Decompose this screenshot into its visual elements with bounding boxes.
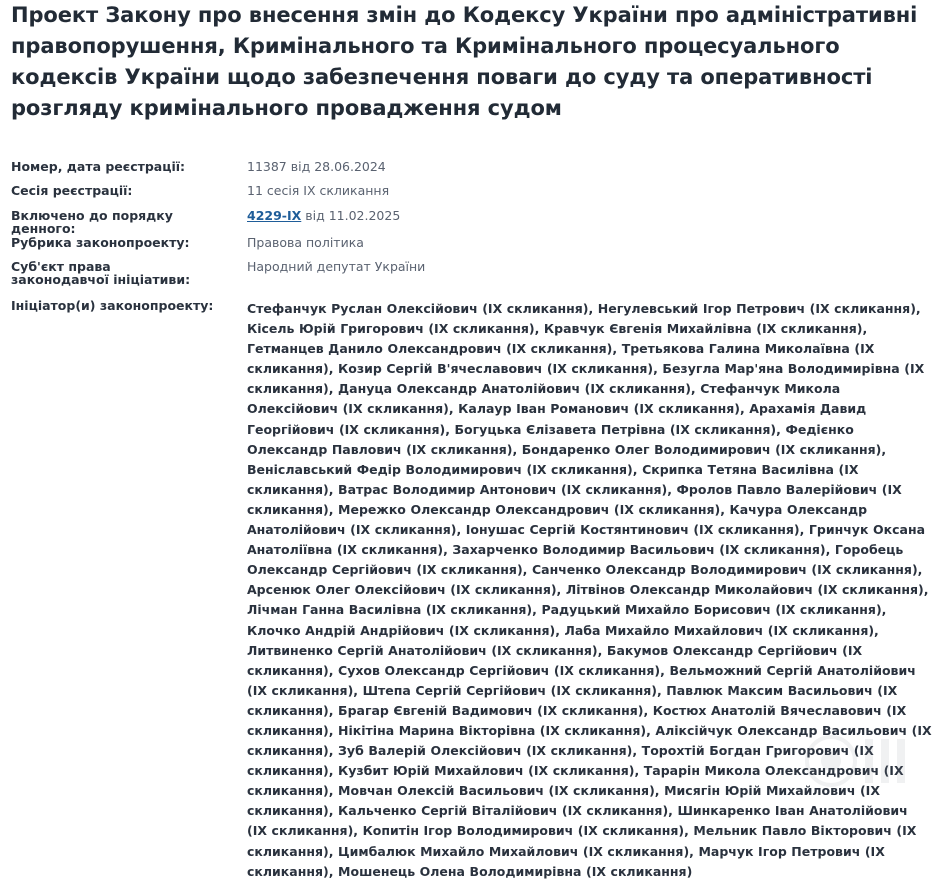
agenda-date: від 11.02.2025 bbox=[301, 208, 401, 223]
rubric-label: Рубрика законопроекту: bbox=[11, 235, 190, 250]
agenda-link[interactable]: 4229-IX bbox=[247, 208, 302, 223]
registration-value: 11387 від 28.06.2024 bbox=[247, 159, 386, 174]
session-value: 11 сесія IX скликання bbox=[247, 183, 390, 198]
registration-label: Номер, дата реєстрації: bbox=[11, 159, 186, 174]
subject-value: Народний депутат України bbox=[247, 259, 426, 274]
agenda-label: Включено до порядку денного: bbox=[11, 208, 173, 236]
session-label: Сесія реєстрації: bbox=[11, 183, 133, 198]
initiators-list: Стефанчук Руслан Олексійович (IX скликання), Негулевський Ігор Петрович (IX скликання), Кісель Юрій Григорович (IX скликання), Кравчук Євгенія Михайлівна (IX скликання), Гетманцев Данило Олександрович (IX скликання), Третьякова Галина Миколаївна (IX скликання), Козир Сергій В'ячеславович (IX скликання), Безугла Мар'яна Володимирівна (IX скликання), Дануца Олександр Анатолійович (IX скликання), Стефанчук Микола Олексійович (IX скликання), Калаур Іван Романович (IX скликання), Арахамія Давид Георгійович (IX скликання), Богуцька Єлізавета Петрівна (IX скликання), Федієнко Олександр Павлович (IX скликання), Бондаренко Олег Володимирович (IX скликання), Веніславський Федір Володимирович (IX скликання), Скрипка Тетяна Василівна (IX скликання), Ватрас Володимир Антонович (IX скликання), Фролов Павло Валерійович (IX скликання), Мережко Олександр Олександрович (IX скликання), Качура Олександр Анатолійович (IX скликання), Іонушас Сергій Костянтинович (IX скликання), Гринчук Оксана Анатоліївна (IX скликання), Захарченко Володимир Васильович (IX скликання), Горобець Олександр Сергійович (IX скликання), Санченко Олександр Володимирович (IX скликання), Арсенюк Олег Олексійович (IX скликання), Літвінов Олександр Миколайович (IX скликання), Лічман Ганна Василівна (IX скликання), Радуцький Михайло Борисович (IX скликання), Клочко Андрій Андрійович (IX скликання), Лаба Михайло Михайлович (IX скликання), Литвиненко Сергій Анатолійович (IX скликання), Бакумов Олександр Сергійович (IX скликання), Сухов Олександр Сергійович (IX скликання), Вельможний Сергій Анатолійович (IX скликання), Штепа Сергій Сергійович (IX скликання), Павлюк Максим Васильович (IX скликання), Брагар Євгеній Вадимович (IX скликання), Костюх Анатолій Вячеславович (IX скликання), Нікітіна Марина Вікторівна (IX скликання), Аліксійчук Олександр Васильович (IX скликання), Зуб Валерій Олексійович (IX скликання), Торохтій Богдан Григорович (IX скликання), Кузбит Юрій Михайлович (IX скликання), Тарарін Микола Олександрович (IX скликання), Мовчан Олексій Васильович (IX скликання), Мисягін Юрій Михайлович (IX скликання), Кальченко Сергій Віталійович (IX скликання), Шинкаренко Іван Анатолійович (IX скликання), Копитін Ігор Володимирович (IX скликання), Мельник Павло Вікторович (IX скликання), Цимбалюк Михайло Михайлович (IX скликання), Марчук Ігор Петрович (IX скликання), Мошенець Олена Володимирівна (IX скликання) bbox=[247, 301, 932, 879]
bill-title: Проект Закону про внесення змін до Кодексу України про адміністративні правопорушення, Кримінального та Кримінального процесуального кодексів України щодо забезпечення поваги до суду та оперативності розгляду кримінального провадження судом bbox=[11, 3, 918, 120]
initiators-label: Ініціатор(и) законопроекту: bbox=[11, 298, 214, 313]
subject-label: Суб'єкт права законодавчої ініціативи: bbox=[11, 259, 191, 287]
rubric-value: Правова політика bbox=[247, 235, 364, 250]
agenda-value bbox=[247, 209, 400, 222]
watermark-logo bbox=[803, 725, 923, 795]
bill-card bbox=[11, 0, 936, 879]
